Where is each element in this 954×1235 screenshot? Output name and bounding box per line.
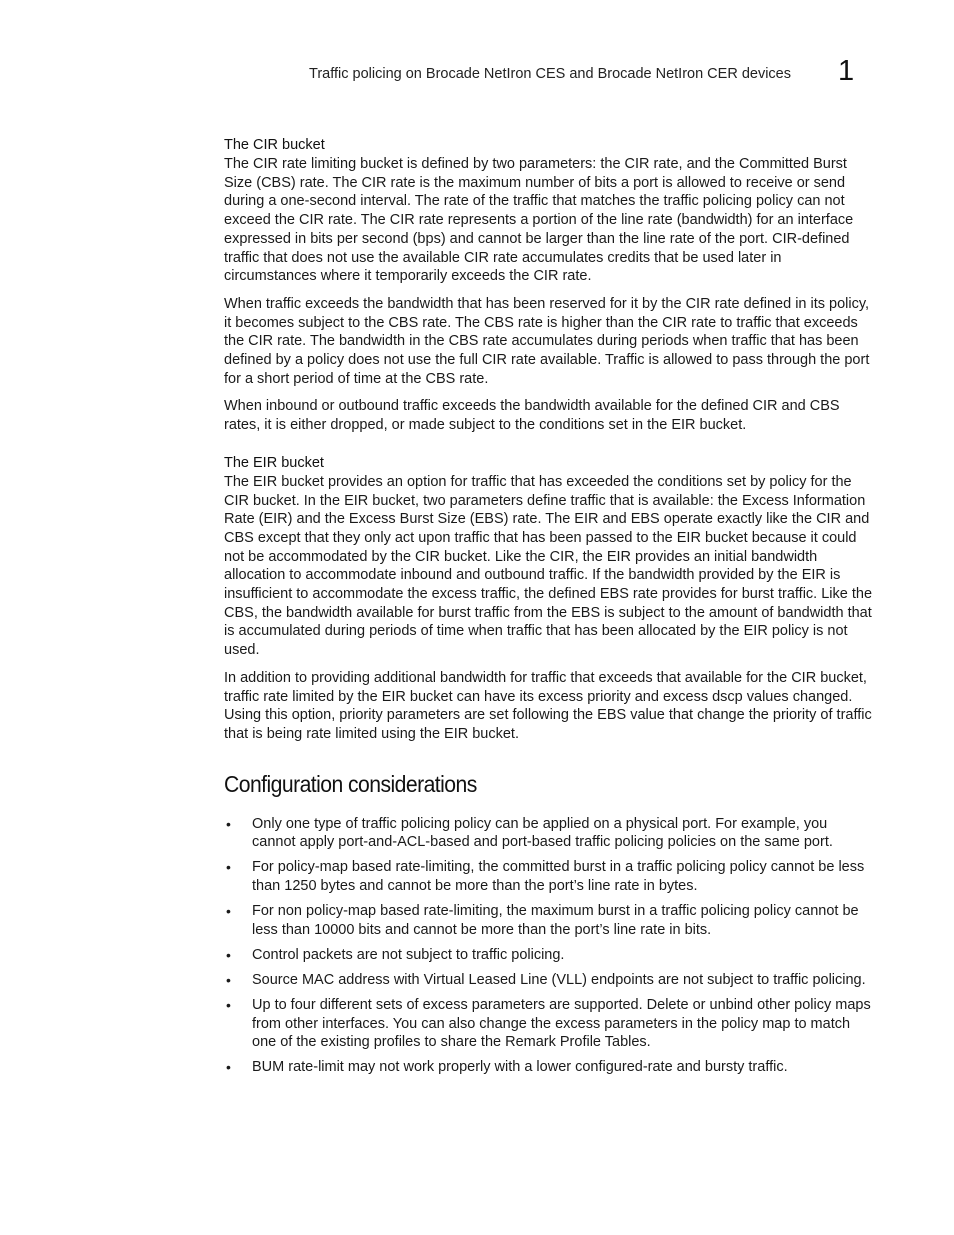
bullet-icon: •	[226, 815, 231, 832]
list-item	[224, 971, 874, 990]
list-item-text: For policy-map based rate-limiting, the committed burst in a traffic policing policy cannot be less than 1250 bytes and cannot be more than the port’s line rate in bytes.	[252, 859, 865, 895]
section-spacer	[224, 444, 874, 454]
bullet-icon: •	[226, 903, 231, 920]
bullet-icon: •	[226, 971, 231, 988]
eir-paragraph-1: The EIR bucket provides an option for traffic that has exceeded the conditions set by policy for the CIR bucket. In the EIR bucket, two parameters define traffic that is available: the Excess Information Rate (EIR) and the Excess Burst Size (EBS) rate. The EIR and EBS operate exactly like the CIR and CBS except that they only act upon traffic that has been passed to the EIR bucket because it could not be accommodated by the CIR bucket. Like the CIR, the EIR provides an initial bandwidth allocation to accommodate inbound and outbound traffic. If the bandwidth provided by the EIR is insufficient to accommodate the excess traffic, the defined EBS rate provides for burst traffic. Like the CBS, the bandwidth available for burst traffic from the EBS is subject to the amount of bandwidth that is accumulated during periods of time when traffic that has been allocated by the EIR policy is not used.	[224, 473, 873, 659]
list-item	[224, 996, 874, 1052]
eir-paragraph-2: In addition to providing additional bandwidth for traffic that exceeds that available for the CIR bucket, traffic rate limited by the EIR bucket can have its excess priority and excess dscp values changed. Using this option, priority parameters are set following the EBS value that change the priority of traffic that is being rate limited using the EIR bucket.	[224, 669, 872, 742]
bullet-icon: •	[226, 1059, 231, 1076]
cir-paragraph-1: The CIR rate limiting bucket is defined by two parameters: the CIR rate, and the Committed Burst Size (CBS) rate. The CIR rate is the maximum number of bits a port is allowed to receive or send during a one-second interval. The rate of the traffic that matches the traffic policing policy can not exceed the CIR rate. The CIR rate represents a portion of the line rate (bandwidth) for an interface expressed in bits per second (bps) and cannot be larger than the line rate of the port. CIR-defined traffic that does not use the available CIR rate accumulates credits that be used later in circumstances where it temporarily exceeds the CIR rate.	[224, 156, 854, 285]
cir-paragraph-2: When traffic exceeds the bandwidth that has been reserved for it by the CIR rate defined in its policy, it becomes subject to the CBS rate. The CBS rate is higher than the CIR rate to traffic that exceeds the CIR rate. The bandwidth in the CBS rate accumulates during periods when traffic that has been defined by a policy does not use the full CIR rate available. Traffic is allowed to pass through the port for a short period of time at the CBS rate.	[224, 295, 870, 387]
list-item-text: Control packets are not subject to traffic policing.	[252, 946, 565, 963]
list-item	[224, 858, 874, 895]
list-item-text: BUM rate-limit may not work properly with a lower configured-rate and bursty traffic.	[252, 1059, 788, 1076]
configuration-considerations-heading: Configuration considerations	[224, 770, 477, 797]
configuration-bullet-list	[224, 815, 874, 1077]
list-item	[224, 815, 874, 852]
list-item-text: For non policy-map based rate-limiting, the maximum burst in a traffic policing policy cannot be less than 10000 bits and cannot be more than the port’s line rate in bits.	[252, 903, 859, 938]
list-item-text: Only one type of traffic policing policy can be applied on a physical port. For example, you cannot apply port-and-ACL-based and port-based traffic policing policies on the same port.	[252, 815, 833, 851]
bullet-icon: •	[226, 946, 231, 963]
cir-bucket-heading: The CIR bucket	[224, 137, 325, 153]
list-item-text: Source MAC address with Virtual Leased Line (VLL) endpoints are not subject to traffic policing.	[252, 971, 866, 988]
list-item	[224, 946, 874, 965]
page-content	[224, 136, 874, 1083]
cir-paragraph-3: When inbound or outbound traffic exceeds the bandwidth available for the defined CIR and CBS rates, it is either dropped, or made subject to the conditions set in the EIR bucket.	[224, 398, 840, 434]
list-item	[224, 902, 874, 939]
list-item	[224, 1058, 874, 1077]
eir-bucket-heading: The EIR bucket	[224, 454, 324, 471]
bullet-icon: •	[226, 996, 231, 1013]
list-item-text: Up to four different sets of excess parameters are supported. Delete or unbind other policy maps from other interfaces. You can also change the excess parameters in the policy map to match one of the existing profiles to share the Remark Profile Tables.	[252, 996, 871, 1051]
running-header: Traffic policing on Brocade NetIron CES and Brocade NetIron CER devices	[309, 66, 791, 82]
chapter-number: 1	[838, 55, 855, 87]
bullet-icon: •	[226, 859, 231, 876]
